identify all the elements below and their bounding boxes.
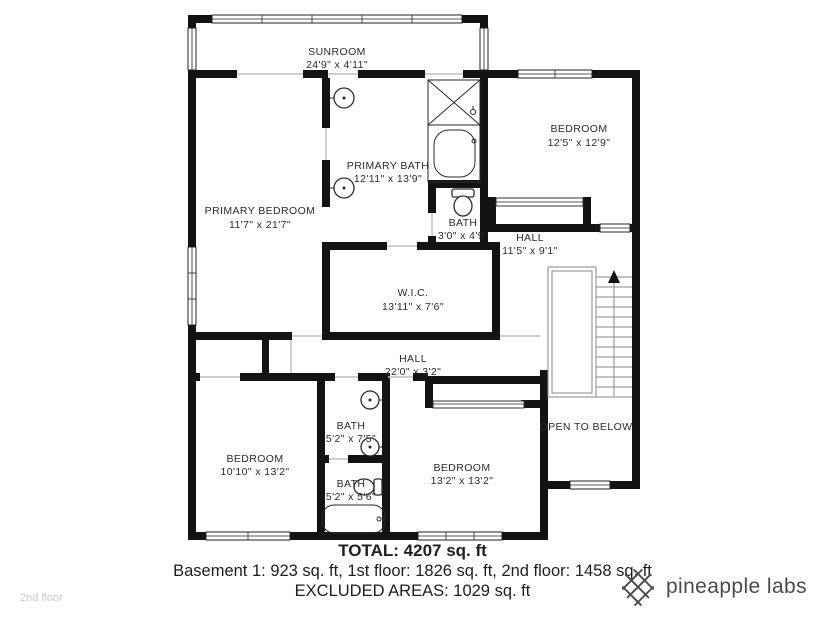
room-label-bath-upper-mid: BATH [336,420,366,432]
room-dims-bedroom-bl: 10'10" x 13'2" [220,466,290,478]
room-labels [205,46,633,503]
room-label-bedroom-tr: BEDROOM [550,123,608,135]
room-dims-bath-lower-mid: 5'2" x 5'6" [325,491,377,503]
room-dims-bedroom-br: 13'2" x 13'2" [430,475,494,487]
bathtub-icon [428,125,480,182]
total-area-text: TOTAL: 4207 sq. ft [338,541,487,560]
room-label-bedroom-bl: BEDROOM [226,453,284,465]
room-label-bedroom-br: BEDROOM [433,462,491,474]
shower-icon [428,80,480,125]
bathtub-icon [322,505,385,533]
room-label-hall-upper: HALL [516,232,544,244]
sink-icon [361,391,382,409]
sink-icon [330,88,354,108]
room-dims-hall-long: 22'0" x 3'2" [384,366,442,378]
room-label-bath-lower-mid: BATH [336,478,366,490]
room-dims-bath-upper-mid: 5'2" x 7'5" [325,433,377,445]
room-dims-wic: 13'11" x 7'6" [381,301,445,313]
room-label-bath-small: BATH [448,217,478,229]
room-label-hall-long: HALL [399,353,427,365]
room-dims-bath-small: 3'0" x 4'9" [437,230,489,242]
room-label-wic: W.I.C. [397,287,429,299]
room-dims-sunroom: 24'9" x 4'11" [305,59,369,71]
room-dims-hall-upper: 11'5" x 9'1" [502,245,558,257]
room-label-primary-bedroom: PRIMARY BEDROOM [204,205,316,217]
toilet-icon [452,189,474,216]
staircase [548,267,632,397]
room-label-open-to-below: OPEN TO BELOW [539,421,633,433]
sink-icon [330,178,354,198]
floor-breakdown-text: Basement 1: 923 sq. ft, 1st floor: 1826 sq. ft, 2nd floor: 1458 sq. ft [173,562,652,580]
room-dims-primary-bath: 12'11" x 13'9" [353,173,423,185]
room-dims-primary-bedroom: 11'7" x 21'7" [228,219,292,231]
room-dims-bedroom-tr: 12'5" x 12'9" [547,137,611,149]
pineapple-logo-icon [621,565,655,609]
room-label-primary-bath: PRIMARY BATH [346,160,430,172]
excluded-areas-text: EXCLUDED AREAS: 1029 sq. ft [294,582,531,600]
floor-label: 2nd floor [20,592,63,604]
branding [621,565,807,609]
room-label-sunroom: SUNROOM [308,46,366,58]
brand-name-text: pineapple labs [665,575,807,598]
